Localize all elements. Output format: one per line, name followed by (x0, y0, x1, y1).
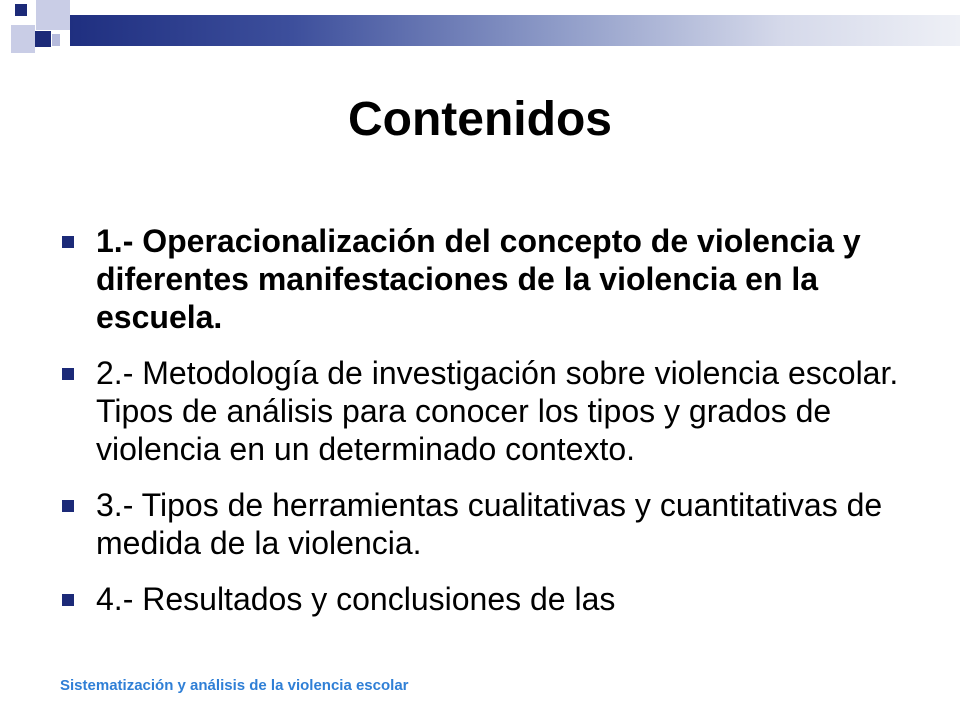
square-bullet-icon (62, 236, 74, 248)
bullet-text: 1.- Operacionalización del concepto de violencia y diferentes manifestaciones de la violencia en la escuela. (96, 223, 861, 335)
bullet-item (60, 486, 900, 562)
square-bullet-icon (62, 594, 74, 606)
header-decor-square (36, 0, 70, 30)
slide-footer: Sistematización y análisis de la violencia escolar (60, 677, 409, 694)
header-decor-square (11, 25, 35, 53)
header-gradient-band (70, 15, 960, 46)
header-decor-square (35, 31, 51, 47)
square-bullet-icon (62, 500, 74, 512)
bullet-text: 3.- Tipos de herramientas cualitativas y cuantitativas de medida de la violencia. (96, 487, 883, 561)
bullet-item (60, 580, 900, 618)
bullet-text: 4.- Resultados y conclusiones de las (96, 581, 616, 617)
bullet-text: 2.- Metodología de investigación sobre violencia escolar. Tipos de análisis para conocer los tipos y grados de violencia en un determinado contexto. (96, 355, 899, 467)
bullet-item (60, 222, 900, 336)
square-bullet-icon (62, 368, 74, 380)
bullet-list (60, 222, 900, 636)
bullet-item (60, 354, 900, 468)
slide-title: Contenidos (348, 93, 612, 146)
header-decor-square (15, 4, 27, 16)
header-decor-square (52, 34, 60, 46)
